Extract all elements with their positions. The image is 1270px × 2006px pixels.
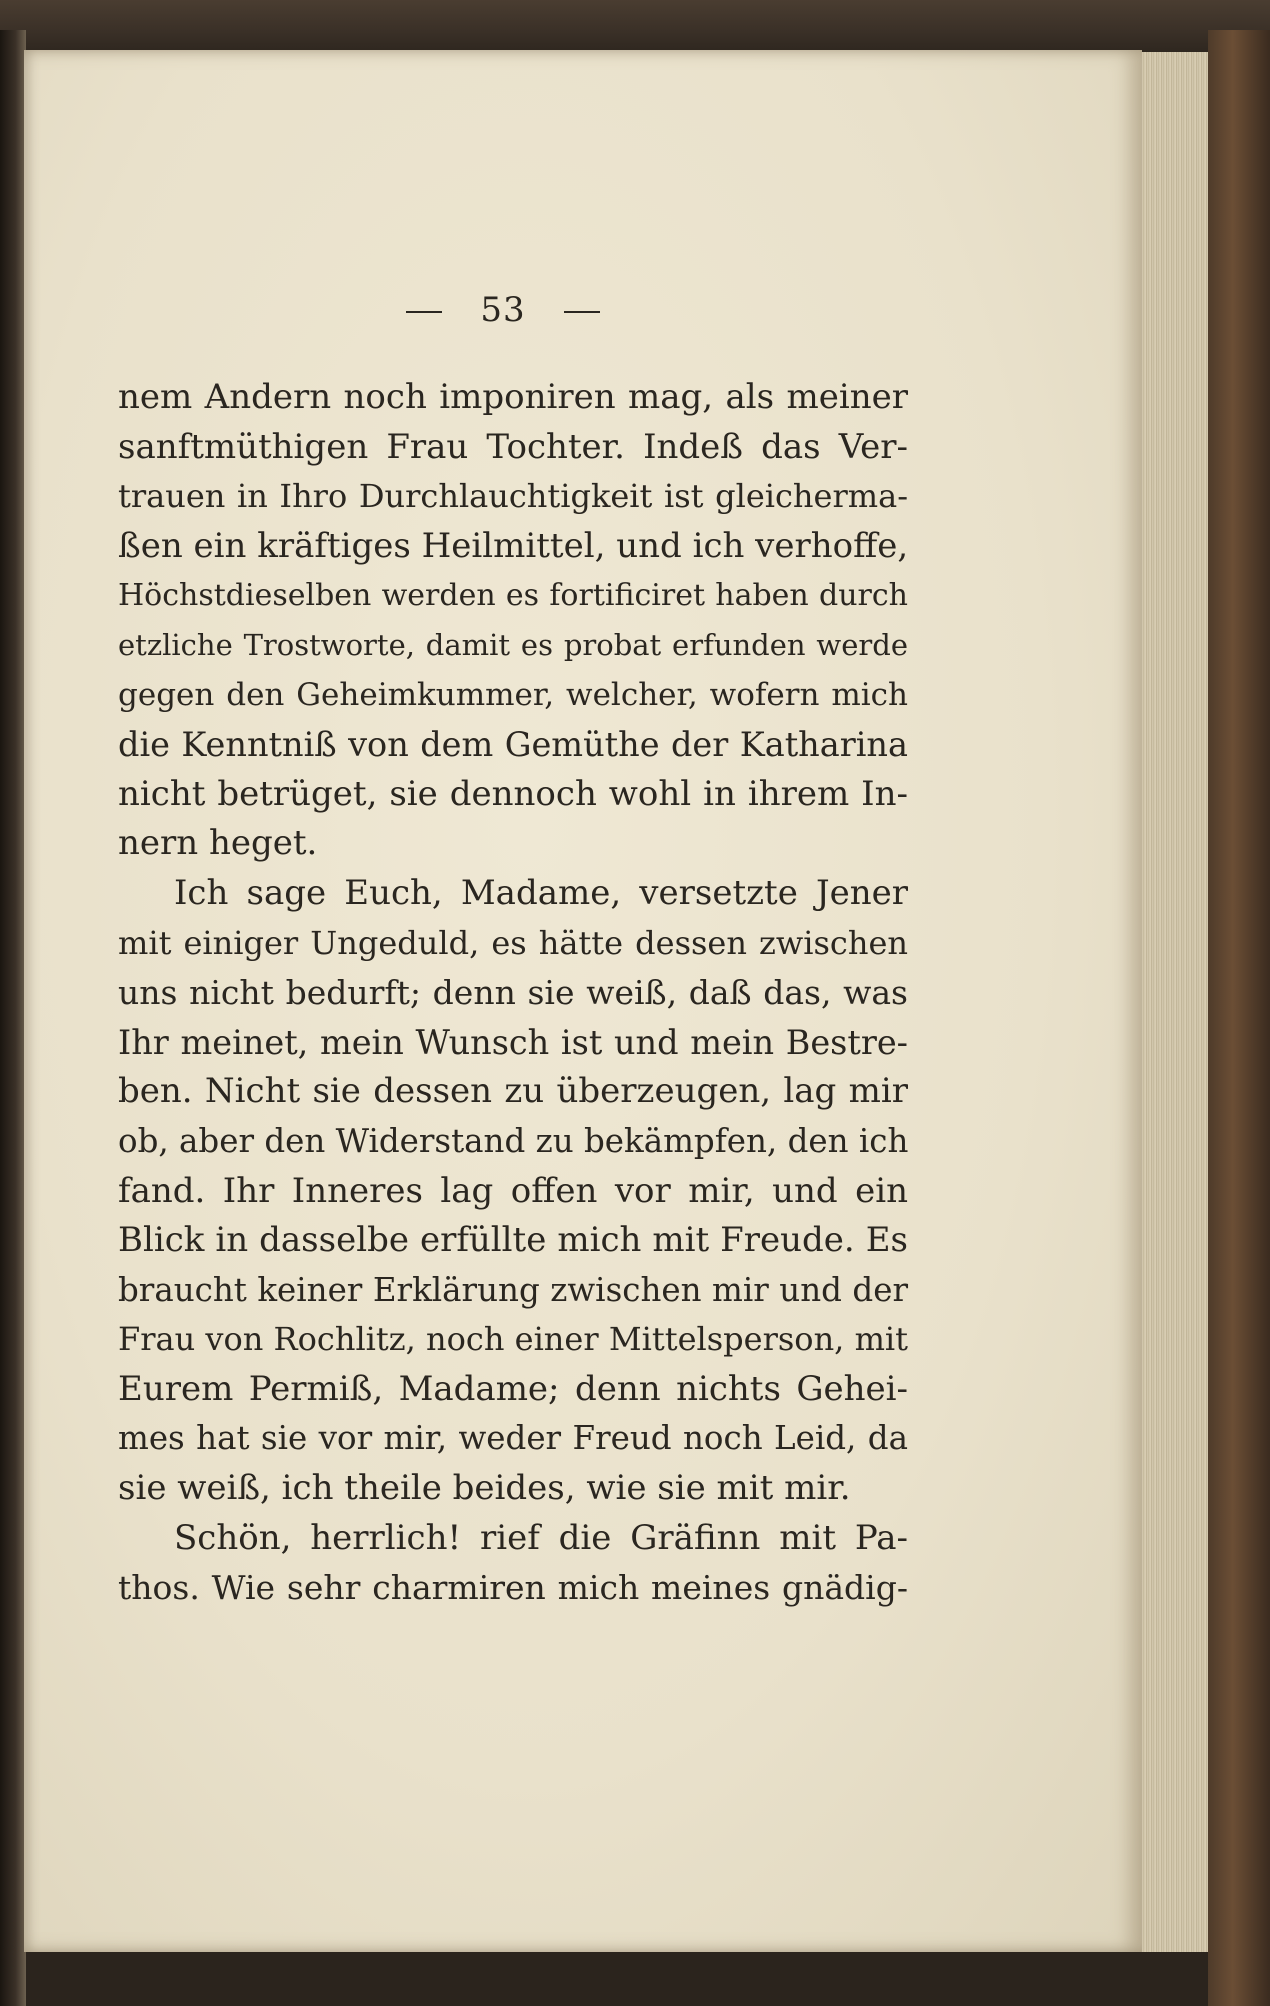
text-line: ob, aber den Widerstand zu bekämpfen, den ich [118, 1121, 909, 1160]
page-edges [1140, 52, 1210, 1952]
dash-left [406, 311, 442, 313]
text-line: Ihr meinet, mein Wunsch ist und mein Bestre- [118, 1022, 908, 1062]
body-text [118, 373, 908, 1613]
text-line: Ich sage Euch, Madame, versetzte Jener [174, 872, 908, 913]
book-cover-right [1208, 30, 1270, 2006]
text-line: fand. Ihr Inneres lag offen vor mir, und ein [118, 1170, 908, 1211]
text-line: Frau von Rochlitz, noch einer Mittelsperson, mit [118, 1320, 908, 1359]
text-line: ben. Nicht sie dessen zu überzeugen, lag mir [118, 1071, 908, 1112]
text-line: mit einiger Ungeduld, es hätte dessen zwischen [118, 923, 908, 962]
text-line: sie weiß, ich theile beides, wie sie mit mir. [118, 1468, 851, 1509]
dash-right [564, 311, 600, 313]
text-line: nicht betrüget, sie dennoch wohl in ihrem In- [118, 773, 908, 814]
text-line: Schön, herrlich! rief die Gräfinn mit Pa- [174, 1517, 908, 1558]
page-number-header [0, 290, 1062, 330]
text-line: ßen ein kräftiges Heilmittel, und ich verhoffe, [118, 525, 909, 566]
text-line: gegen den Geheimkummer, welcher, wofern mich [118, 676, 908, 713]
text-line: trauen in Ihro Durchlauchtigkeit ist gleicherma- [118, 477, 908, 516]
page-number: 53 [480, 290, 526, 330]
text-line: etzliche Trostworte, damit es probat erfunden werde [118, 627, 908, 662]
book-page [24, 50, 1142, 1952]
text-line: thos. Wie sehr charmiren mich meines gnädig- [118, 1568, 908, 1608]
text-line: die Kenntniß von dem Gemüthe der Katharina [118, 725, 908, 765]
text-line: uns nicht bedurft; denn sie weiß, daß das, was [118, 973, 908, 1013]
text-line: sanftmüthigen Frau Tochter. Indeß das Ver- [118, 426, 908, 467]
text-line: Blick in dasselbe erfüllte mich mit Freude. Es [118, 1220, 908, 1261]
text-line: nern heget. [118, 823, 318, 864]
text-line: mes hat sie vor mir, weder Freud noch Leid, da [118, 1419, 908, 1458]
text-line: braucht keiner Erklärung zwischen mir und der [118, 1270, 908, 1309]
text-line: Eurem Permiß, Madame; denn nichts Gehei- [118, 1368, 908, 1409]
text-line: nem Andern noch imponiren mag, als meiner [118, 377, 908, 417]
text-line: Höchstdieselben werden es fortificiret haben durch [118, 578, 908, 614]
